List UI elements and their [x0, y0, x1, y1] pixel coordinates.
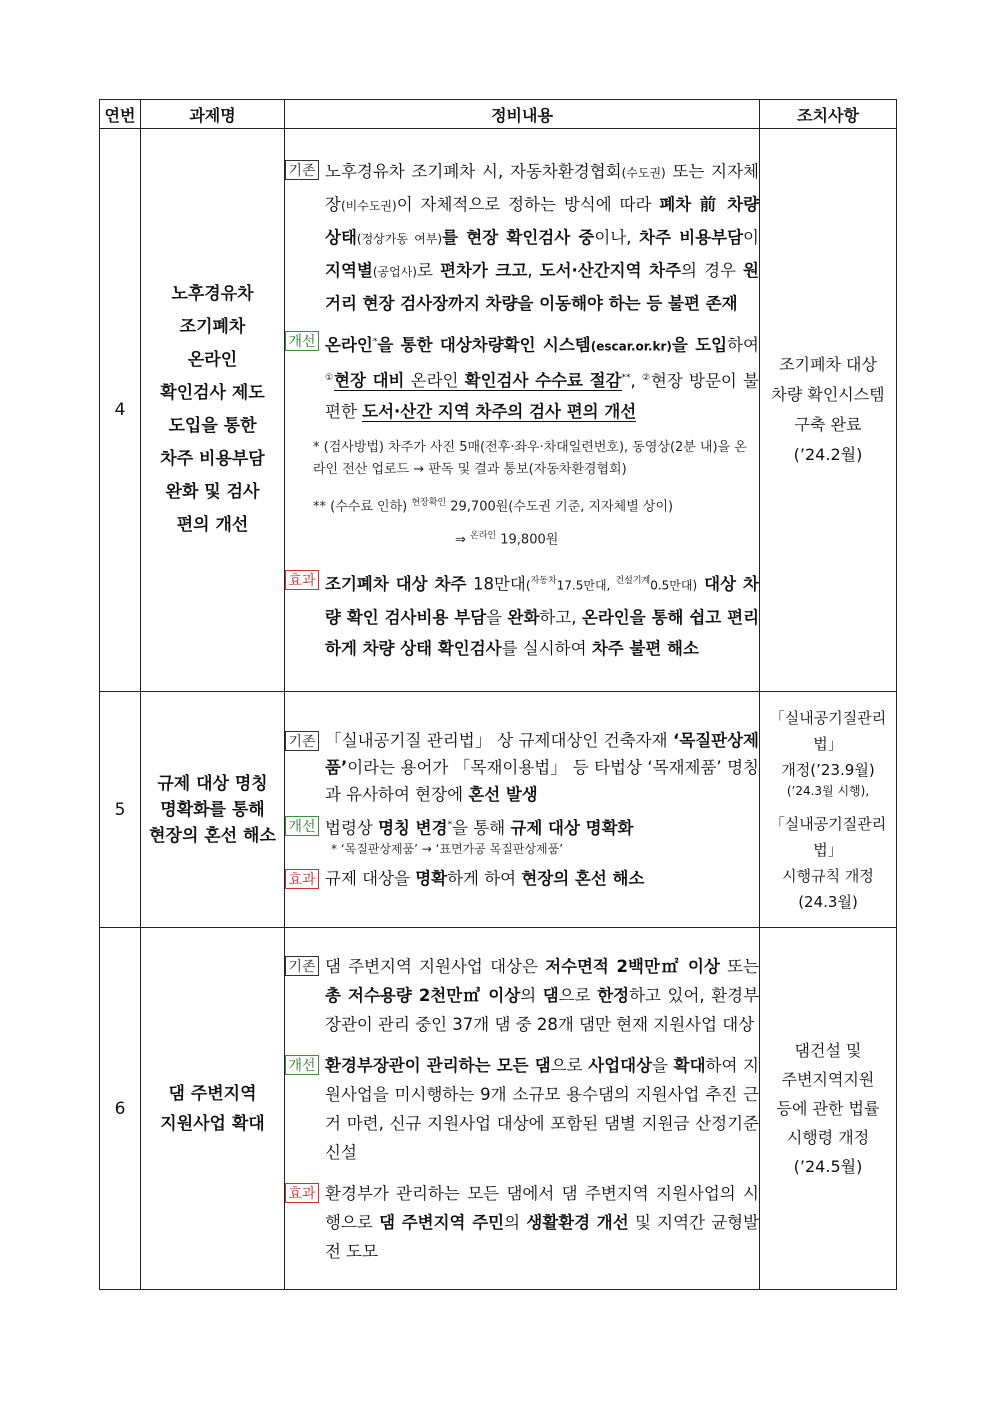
- before-tag: 기존: [285, 956, 319, 976]
- improve-text: 환경부장관이 관리하는 모든 댐으로 사업대상을 확대하여 지원사업을 미시행하는 9개 소규모 용수댐의 지원사업 추진 근거 마련, 신규 지원사업 대상에 포함된 댐별 지원금 산정기준 신설: [325, 1055, 759, 1162]
- effect-text: 조기폐차 대상 차주 18만대($^{자동차}$17.5만대, $^{건설기계}$0.5만대) 대상 차량 확인 검사비용 부담을 완화하고, 온라인을 통해 쉽고 편리하게 차량 상태 확인검사를 실시하여 차주 불편 해소: [325, 574, 760, 658]
- action-line: 조기폐차 대상: [779, 355, 877, 374]
- action-line: 「실내공기질관리법」: [769, 814, 887, 859]
- before-text: 노후경유차 조기폐차 시, 자동차환경협회(수도권) 또는 지자체장(비수도권)이 자체적으로 정하는 방식에 따라 폐차 前 차량 상태(정상가동 여부)를 현장 확인검사 중이나, 차주 비용부담이 지역별(공업사)로 편차가 크고, 도서·산간지역 차주의 경우 원거리 현장 검사장까지 차량을 이동해야 하는 등 불편 존재: [325, 162, 760, 314]
- footnote-fee: ** (수수료 인하) $^{현장확인}$ 29,700원(수도권 기준, 지자체별 상이): [313, 498, 674, 515]
- header-no: 연번: [100, 100, 141, 129]
- header-row: [100, 100, 897, 129]
- before-tag: 기존: [285, 160, 319, 180]
- footnote-rename: * ‘목질판상제품’ → ‘표면가공 목질판상제품’: [331, 842, 564, 857]
- before-text: 댐 주변지역 지원사업 대상은 저수면적 2백만㎡ 이상 또는 총 저수용량 2천만㎥ 이상의 댐으로 한정하고 있어, 환경부장관이 관리 중인 37개 댐 중 28개 댐만 현재 지원사업 대상: [325, 956, 760, 1034]
- title-line: 명확화를 통해: [160, 799, 265, 820]
- reform-table: [99, 99, 897, 1290]
- improve-text: 법령상 명칭 변경*을 통해 규제 대상 명확화: [325, 818, 634, 838]
- title-line: 규제 대상 명칭: [157, 773, 268, 794]
- improve-block: [285, 327, 759, 427]
- before-block: [285, 952, 759, 1039]
- effect-text: 환경부가 관리하는 모든 댐에서 댐 주변지역 지원사업의 시행으로 댐 주변지역 주민의 생활환경 개선 및 지역간 균형발전 도모: [325, 1183, 760, 1261]
- action-line: (’24.5월): [793, 1157, 863, 1176]
- task-title: [141, 928, 285, 1290]
- row-number: 6: [100, 928, 141, 1290]
- effect-text: 규제 대상을 명확하게 하여 현장의 혼선 해소: [325, 869, 645, 889]
- improve-block: [285, 1051, 759, 1167]
- action-line: (’24.2월): [793, 445, 863, 464]
- row-number: 4: [100, 129, 141, 692]
- action-line: 개정(’23.9월): [781, 760, 875, 779]
- effect-tag: 효과: [285, 869, 319, 889]
- reform-content: [285, 129, 760, 692]
- title-line: 현장의 혼선 해소: [149, 825, 276, 846]
- action-line: 시행규칙 개정: [782, 866, 874, 885]
- action-line: 등에 관한 법률: [776, 1099, 880, 1118]
- before-block: [285, 156, 759, 319]
- title-line: 댐 주변지역: [168, 1083, 257, 1104]
- table-row: [100, 928, 897, 1290]
- effect-block: [285, 566, 759, 664]
- improve-tag: 개선: [285, 331, 319, 351]
- before-block: [285, 727, 759, 808]
- title-line: 노후경유차: [171, 284, 254, 304]
- action-line: 시행령 개정: [786, 1128, 870, 1147]
- table-row: [100, 692, 897, 928]
- reform-content: [285, 692, 760, 928]
- improve-block: [285, 812, 759, 842]
- title-line: 확인검사 제도: [160, 383, 265, 403]
- action-line: (24.3월): [798, 892, 858, 911]
- header-action: 조치사항: [760, 100, 897, 129]
- action-line: 차량 확인시스템: [771, 385, 885, 404]
- action-line: 주변지역지원: [781, 1070, 875, 1089]
- reform-content: [285, 928, 760, 1290]
- action-status: [760, 129, 897, 692]
- improve-tag: 개선: [285, 816, 319, 836]
- task-title: [141, 129, 285, 692]
- table-row: [100, 129, 897, 692]
- header-content: 정비내용: [285, 100, 760, 129]
- title-line: 지원사업 확대: [160, 1113, 265, 1134]
- title-line: 완화 및 검사: [165, 482, 260, 502]
- improve-tag: 개선: [285, 1055, 319, 1075]
- action-line: (’24.3월 시행),: [786, 783, 870, 798]
- row-number: 5: [100, 692, 141, 928]
- footnote-fee-online: ⇒ $^{온라인}$ 19,800원: [455, 530, 559, 548]
- title-line: 도입을 통한: [168, 416, 257, 436]
- header-title: 과제명: [141, 100, 285, 129]
- improve-text: 온라인*을 통한 대상차량확인 시스템(escar.or.kr)을 도입하여 ①현장 대비 온라인 확인검사 수수료 절감**, ②현장 방문이 불편한 도서·산간 지역 차주의 검사 편의 개선: [325, 335, 759, 422]
- action-line: 댐건설 및: [794, 1041, 862, 1060]
- action-line: 「실내공기질관리법」: [769, 708, 887, 753]
- action-line: 구축 완료: [794, 415, 862, 434]
- before-tag: 기존: [285, 731, 319, 751]
- title-line: 차주 비용부담: [160, 449, 265, 469]
- effect-block: [285, 1179, 759, 1266]
- effect-tag: 효과: [285, 570, 319, 590]
- effect-tag: 효과: [285, 1183, 319, 1203]
- action-status: [760, 928, 897, 1290]
- title-line: 편의 개선: [176, 515, 249, 535]
- footnote-method: * (검사방법) 차주가 사진 5매(전후·좌우·차대일련번호), 동영상(2분 내)을 온라인 전산 업로드 → 판독 및 결과 통보(자동차환경협회): [313, 440, 747, 478]
- title-line: 조기폐차: [179, 317, 246, 337]
- before-text: 「실내공기질 관리법」 상 규제대상인 건축자재 ‘목질판상제품’이라는 용어가 「목재이용법」 등 타법상 ‘목재제품’ 명칭과 유사하여 현장에 혼선 발생: [325, 730, 759, 804]
- task-title: [141, 692, 285, 928]
- title-line: 온라인: [187, 350, 238, 370]
- effect-block: [285, 865, 759, 892]
- action-spacer: [760, 799, 896, 811]
- action-status: [760, 692, 897, 928]
